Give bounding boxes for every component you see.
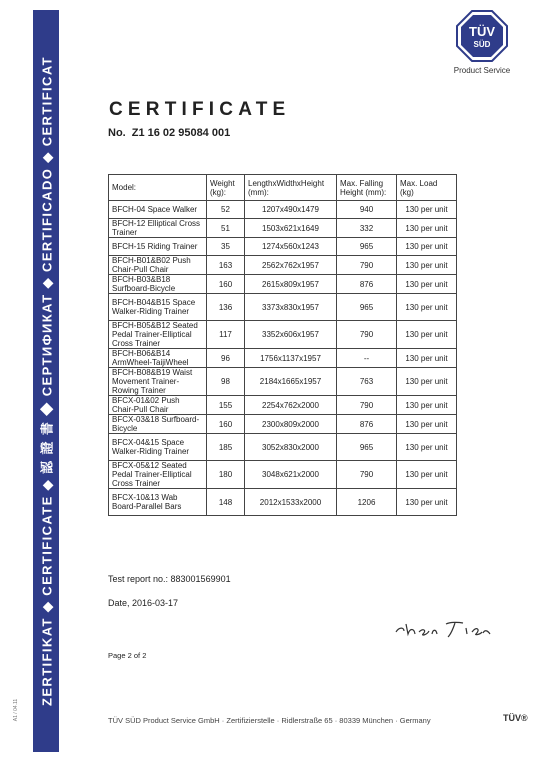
header-max-falling-height: Max. Falling Height (mm): bbox=[337, 175, 397, 201]
falling-height-cell: 790 bbox=[337, 321, 397, 349]
test-report-number: Test report no.: 883001569901 bbox=[108, 574, 231, 584]
logo-subtext: SÜD bbox=[473, 40, 491, 49]
margin-code bbox=[11, 680, 21, 740]
header-max-load: Max. Load (kg) bbox=[397, 175, 457, 201]
falling-height-cell: 876 bbox=[337, 415, 397, 434]
page-number: Page 2 of 2 bbox=[108, 651, 147, 660]
table-row bbox=[109, 434, 457, 461]
max-load-cell: 130 per unit bbox=[397, 219, 457, 238]
max-load-cell: 130 per unit bbox=[397, 415, 457, 434]
header-dimensions: LengthxWidthxHeight (mm): bbox=[245, 175, 337, 201]
falling-height-cell: 763 bbox=[337, 368, 397, 396]
table-row bbox=[109, 461, 457, 489]
weight-cell: 160 bbox=[207, 415, 245, 434]
dimensions-cell: 3048x621x2000 bbox=[245, 461, 337, 489]
side-band bbox=[33, 10, 59, 752]
header-weight: Weight (kg): bbox=[207, 175, 245, 201]
table-row bbox=[109, 321, 457, 349]
max-load-cell: 130 per unit bbox=[397, 349, 457, 368]
dimensions-cell: 1274x560x1243 bbox=[245, 238, 337, 256]
dimensions-cell: 2562x762x1957 bbox=[245, 256, 337, 275]
margin-code-text: A1 / 04.11 bbox=[13, 698, 19, 722]
side-band-text: ZERTIFIKAT ◆ CERTIFICATE ◆ 認 證 書 ◆ СЕРТИФИКАТ ◆ CERTIFICADO ◆ CERTIFICAT bbox=[39, 56, 55, 706]
table-row bbox=[109, 201, 457, 219]
table-row bbox=[109, 275, 457, 294]
model-cell: BFCH-B05&B12 Seated Pedal Trainer-Elliptical Cross Trainer bbox=[109, 321, 207, 349]
weight-cell: 185 bbox=[207, 434, 245, 461]
falling-height-cell: 876 bbox=[337, 275, 397, 294]
max-load-cell: 130 per unit bbox=[397, 368, 457, 396]
model-cell: BFCH-15 Riding Trainer bbox=[109, 238, 207, 256]
page-title: CERTIFICATE bbox=[109, 99, 291, 120]
certificate-number-value: Z1 16 02 95084 001 bbox=[131, 127, 231, 139]
dimensions-cell: 2012x1533x2000 bbox=[245, 489, 337, 516]
logo-text: TÜV bbox=[469, 24, 495, 39]
model-cell: BFCH-B08&B19 Waist Movement Trainer-Rowing Trainer bbox=[109, 368, 207, 396]
weight-cell: 96 bbox=[207, 349, 245, 368]
header-model: Model: bbox=[109, 175, 207, 201]
max-load-cell: 130 per unit bbox=[397, 489, 457, 516]
signature bbox=[392, 612, 492, 642]
table-row bbox=[109, 294, 457, 321]
falling-height-cell: 790 bbox=[337, 256, 397, 275]
max-load-cell: 130 per unit bbox=[397, 434, 457, 461]
table-row bbox=[109, 396, 457, 415]
model-cell: BFCH-12 Elliptical Cross Trainer bbox=[109, 219, 207, 238]
certificate-number bbox=[108, 127, 230, 139]
weight-cell: 98 bbox=[207, 368, 245, 396]
falling-height-cell: -- bbox=[337, 349, 397, 368]
falling-height-cell: 965 bbox=[337, 238, 397, 256]
table-row bbox=[109, 349, 457, 368]
table-row bbox=[109, 368, 457, 396]
model-cell: BFCX-03&18 Surfboard-Bicycle bbox=[109, 415, 207, 434]
dimensions-cell: 1207x490x1479 bbox=[245, 201, 337, 219]
weight-cell: 35 bbox=[207, 238, 245, 256]
model-cell: BFCH-B01&B02 Push Chair-Pull Chair bbox=[109, 256, 207, 275]
model-cell: BFCH-B04&B15 Space Walker-Riding Trainer bbox=[109, 294, 207, 321]
max-load-cell: 130 per unit bbox=[397, 321, 457, 349]
falling-height-cell: 965 bbox=[337, 294, 397, 321]
falling-height-cell: 332 bbox=[337, 219, 397, 238]
weight-cell: 148 bbox=[207, 489, 245, 516]
falling-height-cell: 940 bbox=[337, 201, 397, 219]
dimensions-cell: 2254x762x2000 bbox=[245, 396, 337, 415]
weight-cell: 51 bbox=[207, 219, 245, 238]
max-load-cell: 130 per unit bbox=[397, 396, 457, 415]
max-load-cell: 130 per unit bbox=[397, 294, 457, 321]
max-load-cell: 130 per unit bbox=[397, 238, 457, 256]
falling-height-cell: 965 bbox=[337, 434, 397, 461]
dimensions-cell: 1503x621x1649 bbox=[245, 219, 337, 238]
logo-caption: Product Service bbox=[453, 66, 511, 75]
weight-cell: 52 bbox=[207, 201, 245, 219]
dimensions-cell: 2300x809x2000 bbox=[245, 415, 337, 434]
footer-logo: TÜV® bbox=[503, 713, 528, 723]
dimensions-cell: 2615x809x1957 bbox=[245, 275, 337, 294]
table-row bbox=[109, 219, 457, 238]
issue-date: Date, 2016-03-17 bbox=[108, 598, 179, 608]
dimensions-cell: 2184x1665x1957 bbox=[245, 368, 337, 396]
dimensions-cell: 3352x606x1957 bbox=[245, 321, 337, 349]
model-cell: BFCX-01&02 Push Chair-Pull Chair bbox=[109, 396, 207, 415]
certificate-table bbox=[108, 174, 457, 516]
falling-height-cell: 790 bbox=[337, 461, 397, 489]
table-row bbox=[109, 256, 457, 275]
table-header-row bbox=[109, 175, 457, 201]
weight-cell: 155 bbox=[207, 396, 245, 415]
falling-height-cell: 790 bbox=[337, 396, 397, 415]
dimensions-cell: 3052x830x2000 bbox=[245, 434, 337, 461]
certificate-number-label: No. bbox=[108, 127, 126, 139]
max-load-cell: 130 per unit bbox=[397, 256, 457, 275]
table-row bbox=[109, 415, 457, 434]
weight-cell: 163 bbox=[207, 256, 245, 275]
max-load-cell: 130 per unit bbox=[397, 201, 457, 219]
falling-height-cell: 1206 bbox=[337, 489, 397, 516]
dimensions-cell: 1756x1137x1957 bbox=[245, 349, 337, 368]
table-row bbox=[109, 489, 457, 516]
issuer-address: TÜV SÜD Product Service GmbH · Zertifizierstelle · Ridlerstraße 65 · 80339 München · Germany bbox=[108, 716, 431, 725]
max-load-cell: 130 per unit bbox=[397, 461, 457, 489]
model-cell: BFCH-04 Space Walker bbox=[109, 201, 207, 219]
model-cell: BFCX-04&15 Space Walker-Riding Trainer bbox=[109, 434, 207, 461]
model-cell: BFCX-10&13 Wab Board-Parallel Bars bbox=[109, 489, 207, 516]
table-row bbox=[109, 238, 457, 256]
weight-cell: 180 bbox=[207, 461, 245, 489]
weight-cell: 117 bbox=[207, 321, 245, 349]
model-cell: BFCX-05&12 Seated Pedal Trainer-Elliptical Cross Trainer bbox=[109, 461, 207, 489]
model-cell: BFCH-B06&B14 ArmWheel-TaijiWheel bbox=[109, 349, 207, 368]
weight-cell: 160 bbox=[207, 275, 245, 294]
tuv-octagon-logo bbox=[456, 10, 508, 62]
model-cell: BFCH-B03&B18 Surfboard-Bicycle bbox=[109, 275, 207, 294]
dimensions-cell: 3373x830x1957 bbox=[245, 294, 337, 321]
max-load-cell: 130 per unit bbox=[397, 275, 457, 294]
weight-cell: 136 bbox=[207, 294, 245, 321]
